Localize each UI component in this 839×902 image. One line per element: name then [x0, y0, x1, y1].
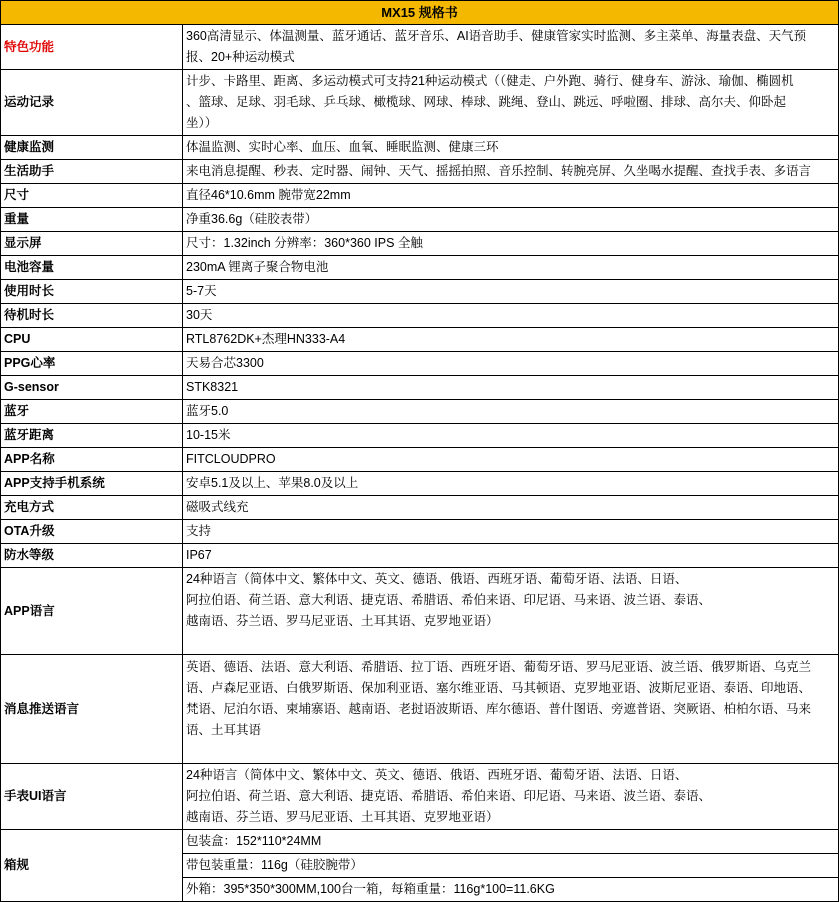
spec-row — [1, 448, 839, 472]
spec-row — [1, 496, 839, 520]
spec-value-line: 5-7天 — [186, 284, 217, 298]
spec-row — [1, 160, 839, 184]
spec-row — [1, 424, 839, 448]
spec-value — [183, 136, 839, 160]
spec-value-line: FITCLOUDPRO — [186, 452, 276, 466]
spec-value — [183, 376, 839, 400]
spec-label: PPG心率 — [1, 352, 183, 376]
spec-label: 使用时长 — [1, 280, 183, 304]
spec-value-line: 230mA 锂离子聚合物电池 — [186, 260, 329, 274]
spec-label: 待机时长 — [1, 304, 183, 328]
spec-title: MX15 规格书 — [1, 1, 839, 25]
spec-label: G-sensor — [1, 376, 183, 400]
spec-row — [1, 328, 839, 352]
spec-value-line: 坐）） — [186, 116, 218, 130]
spec-value — [183, 70, 839, 136]
spec-row — [1, 184, 839, 208]
spec-value — [183, 232, 839, 256]
spec-value-line: 安卓5.1及以上、苹果8.0及以上 — [186, 476, 359, 490]
spec-label: 蓝牙距离 — [1, 424, 183, 448]
title-row — [1, 1, 839, 25]
spec-value-line: 尺寸：1.32inch 分辨率：360*360 IPS 全触 — [186, 236, 423, 250]
spec-value-line: 梵语、尼泊尔语、柬埔寨语、越南语、老挝语波斯语、库尔德语、普什图语、旁遮普语、突厥语、柏柏尔语、马来 — [186, 701, 812, 716]
spec-value-line: 阿拉伯语、荷兰语、意大利语、捷克语、希腊语、希伯来语、印尼语、马来语、波兰语、泰语、 — [186, 789, 712, 803]
spec-value-line: 语、卢森尼亚语、白俄罗斯语、保加利亚语、塞尔维亚语、马其顿语、克罗地亚语、波斯尼亚语、泰语、印地语、 — [186, 680, 812, 695]
spec-value-line: 24种语言（简体中文、繁体中文、英文、德语、俄语、西班牙语、葡萄牙语、法语、日语、 — [186, 572, 688, 586]
spec-value — [183, 208, 839, 232]
spec-value — [183, 424, 839, 448]
spec-row — [1, 352, 839, 376]
spec-value — [183, 160, 839, 184]
spec-label: 生活助手 — [1, 160, 183, 184]
spec-value — [183, 448, 839, 472]
packaging-label: 箱规 — [1, 830, 183, 902]
spec-row — [1, 764, 839, 830]
spec-value — [183, 400, 839, 424]
spec-value-line: 30天 — [186, 308, 213, 322]
spec-row — [1, 472, 839, 496]
spec-value-line: 来电消息提醒、秒表、定时器、闹钟、天气、摇摇拍照、音乐控制、转腕亮屏、久坐喝水提醒、查找手表、多语言 — [186, 164, 812, 178]
spec-value-line: 天易合芯3300 — [186, 356, 264, 370]
spec-row — [1, 520, 839, 544]
spec-value-line — [186, 741, 835, 762]
spec-value-line: 阿拉伯语、荷兰语、意大利语、捷克语、希腊语、希伯来语、印尼语、马来语、波兰语、泰语、 — [186, 593, 712, 607]
spec-row — [1, 304, 839, 328]
spec-row — [1, 280, 839, 304]
spec-value — [183, 655, 839, 764]
packaging-value: 外箱：395*350*300MM,100台一箱，每箱重量：116g*100=11.6KG — [183, 878, 839, 902]
spec-value — [183, 544, 839, 568]
spec-row — [1, 256, 839, 280]
spec-row — [1, 25, 839, 70]
spec-value-line: 英语、德语、法语、意大利语、希腊语、拉丁语、西班牙语、葡萄牙语、罗马尼亚语、波兰语、俄罗斯语、乌克兰 — [186, 659, 812, 674]
packaging-value: 带包装重量：116g（硅胶腕带） — [183, 854, 839, 878]
spec-label: 电池容量 — [1, 256, 183, 280]
spec-label: 蓝牙 — [1, 400, 183, 424]
spec-value-line: 语、土耳其语 — [186, 722, 262, 737]
spec-value-line: IP67 — [186, 548, 212, 562]
spec-label: 运动记录 — [1, 70, 183, 136]
spec-value-line: 体温监测、实时心率、血压、血氧、睡眠监测、健康三环 — [186, 140, 499, 154]
spec-row — [1, 655, 839, 764]
spec-value-line: 支持 — [186, 524, 212, 538]
spec-value — [183, 184, 839, 208]
spec-value-line: 磁吸式线充 — [186, 500, 249, 514]
spec-value-line: 360高清显示、体温测量、蓝牙通话、蓝牙音乐、AI语音助手、健康管家实时监测、多主菜单、海量表盘、天气预 — [186, 29, 807, 43]
spec-value-line: 蓝牙5.0 — [186, 404, 229, 418]
spec-row — [1, 70, 839, 136]
spec-row — [1, 568, 839, 655]
spec-value — [183, 25, 839, 70]
spec-value-line: 报、20+种运动模式 — [186, 50, 295, 64]
spec-value — [183, 568, 839, 655]
spec-row — [1, 208, 839, 232]
spec-value — [183, 256, 839, 280]
spec-value-line: 、篮球、足球、羽毛球、乒乓球、橄榄球、网球、棒球、跳绳、登山、跳远、呼啦圈、排球、高尔夫、仰卧起 — [186, 95, 787, 109]
spec-label: OTA升级 — [1, 520, 183, 544]
spec-value-line: 计步、卡路里、距离、多运动模式可支持21种运动模式（（健走、户外跑、骑行、健身车、游泳、瑜伽、椭圆机 — [186, 74, 794, 88]
spec-label: APP支持手机系统 — [1, 472, 183, 496]
spec-value-line: STK8321 — [186, 380, 239, 394]
spec-body — [1, 25, 839, 902]
spec-value — [183, 352, 839, 376]
spec-value-line: 净重36.6g（硅胶表带） — [186, 212, 318, 226]
spec-label: 健康监测 — [1, 136, 183, 160]
spec-value — [183, 472, 839, 496]
spec-label: 防水等级 — [1, 544, 183, 568]
spec-value-line: RTL8762DK+杰理HN333-A4 — [186, 332, 346, 346]
spec-value — [183, 520, 839, 544]
spec-value — [183, 280, 839, 304]
spec-label: APP名称 — [1, 448, 183, 472]
spec-row — [1, 232, 839, 256]
spec-label: 特色功能 — [1, 25, 183, 70]
spec-value-line: 10-15米 — [186, 428, 231, 442]
spec-row — [1, 136, 839, 160]
spec-label: 重量 — [1, 208, 183, 232]
spec-label: APP语言 — [1, 568, 183, 655]
spec-value-line: 直径46*10.6mm 腕带宽22mm — [186, 188, 351, 202]
spec-label: CPU — [1, 328, 183, 352]
spec-value — [183, 328, 839, 352]
spec-row — [1, 400, 839, 424]
spec-value-line — [186, 632, 835, 653]
spec-label: 显示屏 — [1, 232, 183, 256]
spec-label: 尺寸 — [1, 184, 183, 208]
spec-value-line: 越南语、芬兰语、罗马尼亚语、土耳其语、克罗地亚语） — [186, 810, 499, 824]
packaging-row — [1, 830, 839, 854]
spec-row — [1, 544, 839, 568]
spec-row — [1, 376, 839, 400]
spec-value-line: 24种语言（简体中文、繁体中文、英文、德语、俄语、西班牙语、葡萄牙语、法语、日语、 — [186, 768, 688, 782]
spec-value-line: 越南语、芬兰语、罗马尼亚语、土耳其语、克罗地亚语） — [186, 614, 499, 628]
packaging-value: 包装盒：152*110*24MM — [183, 830, 839, 854]
spec-label: 充电方式 — [1, 496, 183, 520]
spec-label: 消息推送语言 — [1, 655, 183, 764]
spec-value — [183, 764, 839, 830]
spec-value — [183, 496, 839, 520]
spec-value — [183, 304, 839, 328]
spec-label: 手表UI语言 — [1, 764, 183, 830]
